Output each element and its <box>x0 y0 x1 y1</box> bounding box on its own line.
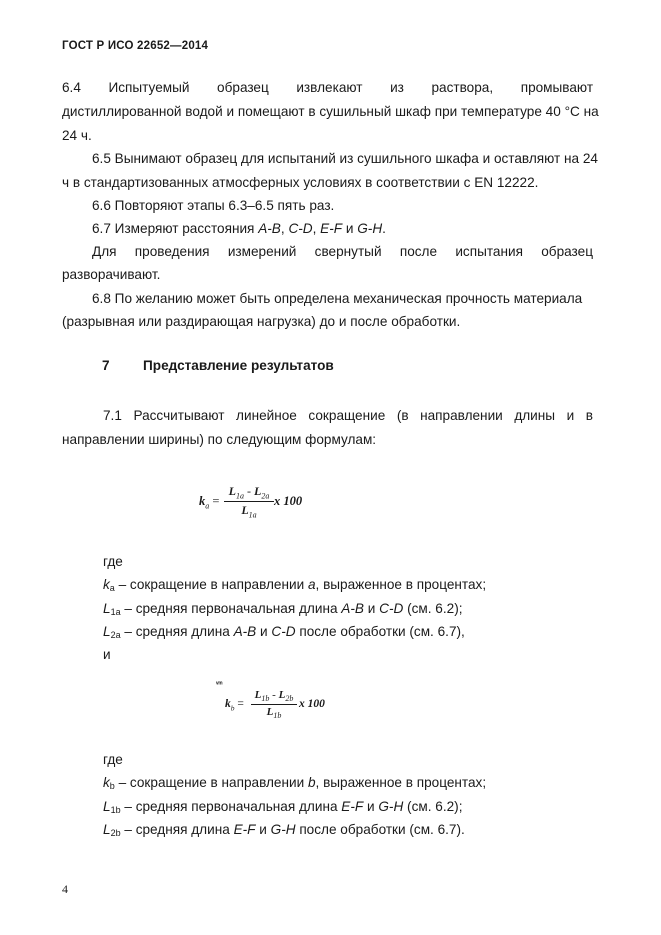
formula-a-fraction: $\frac{L_{1a} - L_{2a}}{L_{1a}}$ <box>224 484 274 520</box>
where-a-label: где <box>103 554 123 569</box>
p65-line2: ч в стандартизованных атмосферных условиях в соответствии с EN 12222. <box>62 175 539 190</box>
formula-b-lhs: $k_b$ = <box>225 698 244 713</box>
where-a-and: и <box>103 647 111 662</box>
where-b-def1: $k_b$ – сокращение в направлении b, выраженное в процентах; <box>103 775 487 791</box>
section-title: Представление результатов <box>143 358 334 373</box>
p71-line2: направлении ширины) по следующим формулам: <box>62 432 377 447</box>
p64-line2: дистиллированной водой и помещают в сушильный шкаф при температуре 40 °C на <box>62 104 599 119</box>
p66-text: 6.6 Повторяют этапы 6.3–6.5 пять раз. <box>92 198 335 213</box>
where-b-label: где <box>103 752 123 767</box>
formula-b-tail: x 100 <box>299 698 325 710</box>
where-a-def3: $L_{2a}$ – средняя длина A-B и C-D после обработки (см. 6.7), <box>103 624 465 640</box>
formula-a-tail: x 100 <box>274 494 303 508</box>
p67b-line2: разворачивают. <box>62 267 161 282</box>
formula-a-lhs: $k_a$ = <box>199 494 220 511</box>
p64-line1: 6.4 Испытуемый образец извлекают из раствора, промывают <box>62 80 594 95</box>
p67b-line1: Для проведения измерений свернутый после испытания образец <box>92 244 593 259</box>
formula-b-fraction: $\frac{L_{1b} - L_{2b}}{L_{1b}}$ <box>251 689 297 720</box>
where-a-def1: $k_a$ – сокращение в направлении a, выраженное в процентах; <box>103 577 487 593</box>
p67-text: 6.7 Измеряют расстояния A-B, C-D, E-F и G-H. <box>92 221 386 236</box>
p64-line3: 24 ч. <box>62 128 92 143</box>
where-b-def3: $L_{2b}$ – средняя длина E-F и G-H после обработки (см. 6.7). <box>103 822 465 838</box>
page-number: 4 <box>62 882 68 896</box>
p71-line1: 7.1 Рассчитывают линейное сокращение (в направлении длины и в <box>103 408 593 423</box>
p68-line1: 6.8 По желанию может быть определена механическая прочность материала <box>92 291 583 306</box>
document-header: ГОСТ Р ИСО 22652—2014 <box>62 40 209 52</box>
p68-line2: (разрывная или раздирающая нагрузка) до и после обработки. <box>62 314 461 329</box>
formula-b-mark: ᵛᵐ <box>216 681 223 688</box>
where-b-def2: $L_{1b}$ – средняя первоначальная длина E-F и G-H (см. 6.2); <box>103 799 463 815</box>
section-number: 7 <box>102 358 110 373</box>
where-a-def2: $L_{1a}$ – средняя первоначальная длина A-B и C-D (см. 6.2); <box>103 601 463 617</box>
p65-line1: 6.5 Вынимают образец для испытаний из сушильного шкафа и оставляют на 24 <box>92 151 598 166</box>
